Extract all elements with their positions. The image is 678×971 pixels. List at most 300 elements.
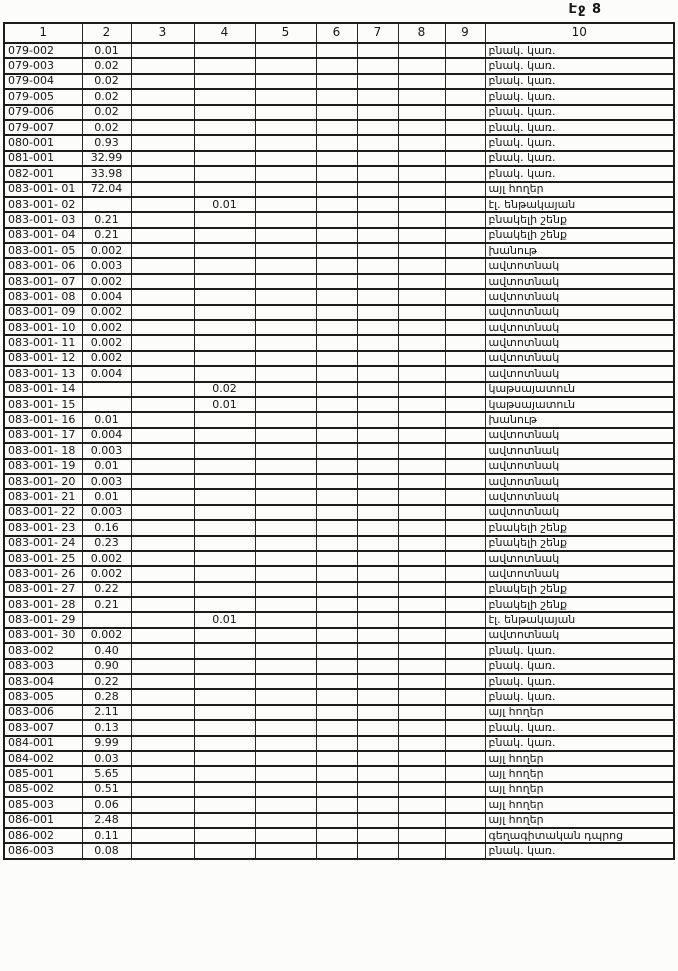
table-cell bbox=[194, 459, 255, 474]
table-cell: 0.02 bbox=[82, 74, 131, 89]
table-cell bbox=[194, 736, 255, 751]
table-cell bbox=[357, 105, 398, 120]
table-row bbox=[4, 674, 674, 689]
table-cell bbox=[445, 736, 485, 751]
table-cell bbox=[357, 536, 398, 551]
table-cell bbox=[398, 551, 445, 566]
table-cell: 0.28 bbox=[82, 689, 131, 704]
table-cell bbox=[316, 828, 357, 843]
table-cell bbox=[445, 443, 485, 458]
table-cell bbox=[316, 151, 357, 166]
table-cell bbox=[398, 489, 445, 504]
table-cell bbox=[445, 120, 485, 135]
table-cell: 0.01 bbox=[82, 412, 131, 427]
table-cell bbox=[131, 751, 194, 766]
table-cell: ավտոտնակ bbox=[485, 443, 674, 458]
table-cell bbox=[255, 366, 316, 381]
table-cell bbox=[194, 58, 255, 73]
table-cell: 0.002 bbox=[82, 566, 131, 581]
table-cell: ավտոտնակ bbox=[485, 551, 674, 566]
table-cell: այլ հողեր bbox=[485, 782, 674, 797]
table-cell: բնակ. կառ. bbox=[485, 74, 674, 89]
table-cell bbox=[357, 443, 398, 458]
table-cell: 0.003 bbox=[82, 474, 131, 489]
table-cell bbox=[131, 74, 194, 89]
table-cell bbox=[131, 797, 194, 812]
table-cell bbox=[131, 151, 194, 166]
column-header: 5 bbox=[255, 23, 316, 43]
table-row bbox=[4, 428, 674, 443]
table-cell bbox=[445, 182, 485, 197]
table-cell bbox=[131, 335, 194, 350]
table-cell: բնակելի շենք bbox=[485, 597, 674, 612]
table-cell: բնակ. կառ. bbox=[485, 151, 674, 166]
table-cell: այլ հողեր bbox=[485, 813, 674, 828]
table-cell: կաթսայատուն bbox=[485, 397, 674, 412]
table-cell bbox=[255, 766, 316, 781]
table-cell bbox=[255, 243, 316, 258]
table-cell: բնակ. կառ. bbox=[485, 689, 674, 704]
table-cell bbox=[316, 659, 357, 674]
table-row bbox=[4, 335, 674, 350]
table-row bbox=[4, 582, 674, 597]
table-cell: 084-002 bbox=[4, 751, 82, 766]
table-cell bbox=[194, 105, 255, 120]
table-cell bbox=[194, 489, 255, 504]
table-cell bbox=[316, 105, 357, 120]
table-cell bbox=[445, 843, 485, 858]
table-cell bbox=[255, 659, 316, 674]
table-cell bbox=[194, 289, 255, 304]
table-cell bbox=[445, 782, 485, 797]
table-cell bbox=[255, 274, 316, 289]
table-cell bbox=[445, 659, 485, 674]
table-cell: 0.01 bbox=[194, 197, 255, 212]
table-cell: 083-001- 18 bbox=[4, 443, 82, 458]
table-cell: ավտոտնակ bbox=[485, 474, 674, 489]
table-cell: 0.22 bbox=[82, 674, 131, 689]
table-cell bbox=[316, 628, 357, 643]
table-cell bbox=[357, 489, 398, 504]
table-cell: 083-001- 28 bbox=[4, 597, 82, 612]
table-cell: 083-001- 13 bbox=[4, 366, 82, 381]
table-row bbox=[4, 536, 674, 551]
table-cell: այլ հողեր bbox=[485, 766, 674, 781]
table-cell: ավտոտնակ bbox=[485, 274, 674, 289]
table-cell bbox=[316, 505, 357, 520]
table-row bbox=[4, 120, 674, 135]
table-cell bbox=[445, 105, 485, 120]
table-cell bbox=[445, 135, 485, 150]
table-cell bbox=[357, 397, 398, 412]
table-cell bbox=[398, 120, 445, 135]
table-cell bbox=[194, 597, 255, 612]
table-cell bbox=[357, 289, 398, 304]
table-cell: 083-001- 06 bbox=[4, 258, 82, 273]
table-cell: բնակելի շենք bbox=[485, 228, 674, 243]
table-cell bbox=[398, 566, 445, 581]
table-cell bbox=[357, 366, 398, 381]
table-cell bbox=[131, 243, 194, 258]
table-cell bbox=[445, 520, 485, 535]
table-cell bbox=[398, 397, 445, 412]
table-cell bbox=[398, 182, 445, 197]
table-row bbox=[4, 105, 674, 120]
table-cell bbox=[357, 797, 398, 812]
table-cell: կաթսայատուն bbox=[485, 382, 674, 397]
table-cell bbox=[445, 366, 485, 381]
table-row bbox=[4, 74, 674, 89]
column-header: 3 bbox=[131, 23, 194, 43]
table-cell bbox=[357, 228, 398, 243]
table-row bbox=[4, 135, 674, 150]
table-cell bbox=[131, 674, 194, 689]
table-cell: 0.13 bbox=[82, 720, 131, 735]
table-cell bbox=[398, 736, 445, 751]
table-row bbox=[4, 705, 674, 720]
table-cell bbox=[445, 43, 485, 58]
table-cell: 086-003 bbox=[4, 843, 82, 858]
table-cell bbox=[255, 720, 316, 735]
table-cell bbox=[131, 412, 194, 427]
table-cell bbox=[131, 166, 194, 181]
table-row bbox=[4, 305, 674, 320]
table-cell: 085-001 bbox=[4, 766, 82, 781]
table-cell bbox=[131, 536, 194, 551]
table-cell: 081-001 bbox=[4, 151, 82, 166]
table-cell bbox=[131, 197, 194, 212]
table-cell bbox=[357, 566, 398, 581]
table-cell: 0.01 bbox=[194, 397, 255, 412]
table-cell bbox=[194, 212, 255, 227]
table-cell: էլ. ենթակայան bbox=[485, 197, 674, 212]
table-cell bbox=[398, 628, 445, 643]
table-cell bbox=[131, 828, 194, 843]
table-cell bbox=[131, 182, 194, 197]
table-cell bbox=[398, 228, 445, 243]
table-cell bbox=[445, 766, 485, 781]
table-cell: խանութ bbox=[485, 243, 674, 258]
table-cell bbox=[255, 120, 316, 135]
table-cell bbox=[357, 643, 398, 658]
table-cell: այլ հողեր bbox=[485, 797, 674, 812]
table-row bbox=[4, 58, 674, 73]
table-cell: 0.003 bbox=[82, 505, 131, 520]
table-cell bbox=[398, 459, 445, 474]
table-row bbox=[4, 505, 674, 520]
table-cell bbox=[131, 643, 194, 658]
table-cell bbox=[255, 566, 316, 581]
table-cell: 083-001- 30 bbox=[4, 628, 82, 643]
table-header-row bbox=[4, 23, 674, 43]
table-cell bbox=[316, 351, 357, 366]
table-cell bbox=[255, 459, 316, 474]
table-cell: 083-001- 01 bbox=[4, 182, 82, 197]
table-cell bbox=[316, 412, 357, 427]
table-cell bbox=[255, 582, 316, 597]
table-cell bbox=[131, 459, 194, 474]
table-cell bbox=[316, 736, 357, 751]
table-cell: 0.002 bbox=[82, 628, 131, 643]
table-cell: 0.003 bbox=[82, 258, 131, 273]
table-cell bbox=[357, 459, 398, 474]
table-cell bbox=[398, 166, 445, 181]
table-row bbox=[4, 597, 674, 612]
table-cell: 086-002 bbox=[4, 828, 82, 843]
table-cell: 2.11 bbox=[82, 705, 131, 720]
table-cell bbox=[445, 813, 485, 828]
table-cell bbox=[316, 813, 357, 828]
table-cell bbox=[131, 705, 194, 720]
table-cell bbox=[255, 335, 316, 350]
table-cell bbox=[357, 135, 398, 150]
table-cell bbox=[398, 705, 445, 720]
table-cell bbox=[357, 813, 398, 828]
table-cell bbox=[398, 505, 445, 520]
table-cell: 0.002 bbox=[82, 274, 131, 289]
table-cell bbox=[445, 797, 485, 812]
table-row bbox=[4, 212, 674, 227]
table-cell bbox=[398, 135, 445, 150]
table-row bbox=[4, 366, 674, 381]
table-cell bbox=[255, 705, 316, 720]
table-cell: 0.004 bbox=[82, 289, 131, 304]
table-cell bbox=[194, 120, 255, 135]
table-cell bbox=[398, 197, 445, 212]
table-cell: բնակ. կառ. bbox=[485, 674, 674, 689]
table-cell bbox=[194, 520, 255, 535]
table-cell bbox=[194, 320, 255, 335]
table-cell: ավտոտնակ bbox=[485, 566, 674, 581]
table-cell bbox=[398, 520, 445, 535]
table-cell bbox=[194, 782, 255, 797]
table-cell bbox=[131, 720, 194, 735]
table-cell: բնակ. կառ. bbox=[485, 58, 674, 73]
table-row bbox=[4, 566, 674, 581]
table-cell bbox=[398, 643, 445, 658]
table-cell bbox=[131, 428, 194, 443]
table-cell: խանութ bbox=[485, 412, 674, 427]
table-cell bbox=[131, 351, 194, 366]
table-cell: ավտոտնակ bbox=[485, 428, 674, 443]
table-row bbox=[4, 243, 674, 258]
table-cell bbox=[316, 289, 357, 304]
table-cell bbox=[131, 43, 194, 58]
table-cell bbox=[316, 520, 357, 535]
table-row bbox=[4, 828, 674, 843]
table-cell bbox=[398, 843, 445, 858]
table-cell bbox=[357, 520, 398, 535]
table-row bbox=[4, 443, 674, 458]
table-cell bbox=[316, 428, 357, 443]
table-cell bbox=[131, 566, 194, 581]
table-cell: 72.04 bbox=[82, 182, 131, 197]
table-cell bbox=[398, 58, 445, 73]
table-cell bbox=[398, 74, 445, 89]
table-cell bbox=[445, 305, 485, 320]
table-cell bbox=[445, 412, 485, 427]
table-cell: ավտոտնակ bbox=[485, 628, 674, 643]
table-cell bbox=[131, 843, 194, 858]
table-cell bbox=[255, 674, 316, 689]
table-cell bbox=[357, 720, 398, 735]
table-cell bbox=[357, 597, 398, 612]
table-cell bbox=[316, 582, 357, 597]
table-cell: 083-001- 25 bbox=[4, 551, 82, 566]
table-cell: 083-001- 03 bbox=[4, 212, 82, 227]
table-cell: ավտոտնակ bbox=[485, 335, 674, 350]
table-cell bbox=[445, 551, 485, 566]
table-cell: 083-004 bbox=[4, 674, 82, 689]
table-cell: բնակ. կառ. bbox=[485, 120, 674, 135]
table-cell bbox=[357, 505, 398, 520]
table-cell: 083-001- 12 bbox=[4, 351, 82, 366]
table-cell: այլ հողեր bbox=[485, 751, 674, 766]
table-cell: 0.90 bbox=[82, 659, 131, 674]
table-cell bbox=[131, 258, 194, 273]
table-cell bbox=[194, 351, 255, 366]
table-cell bbox=[255, 382, 316, 397]
table-cell bbox=[445, 643, 485, 658]
table-cell: 083-001- 22 bbox=[4, 505, 82, 520]
table-cell bbox=[445, 258, 485, 273]
table-cell: 0.21 bbox=[82, 212, 131, 227]
table-cell bbox=[316, 566, 357, 581]
table-cell bbox=[316, 443, 357, 458]
table-cell: 0.002 bbox=[82, 305, 131, 320]
table-cell: 083-006 bbox=[4, 705, 82, 720]
table-row bbox=[4, 43, 674, 58]
table-cell: բնակ. կառ. bbox=[485, 643, 674, 658]
table-cell bbox=[194, 843, 255, 858]
table-cell bbox=[445, 428, 485, 443]
table-cell bbox=[316, 720, 357, 735]
table-cell bbox=[398, 782, 445, 797]
table-cell bbox=[194, 536, 255, 551]
table-cell bbox=[357, 412, 398, 427]
table-cell bbox=[398, 428, 445, 443]
table-cell bbox=[398, 258, 445, 273]
table-cell bbox=[255, 689, 316, 704]
table-cell: բնակելի շենք bbox=[485, 212, 674, 227]
table-cell: 0.40 bbox=[82, 643, 131, 658]
table-cell bbox=[357, 828, 398, 843]
table-cell bbox=[445, 397, 485, 412]
table-cell: էլ. ենթակայան bbox=[485, 612, 674, 627]
table-row bbox=[4, 736, 674, 751]
table-cell bbox=[131, 58, 194, 73]
table-cell bbox=[255, 43, 316, 58]
table-cell bbox=[194, 166, 255, 181]
table-cell bbox=[194, 705, 255, 720]
table-cell bbox=[194, 828, 255, 843]
table-cell bbox=[357, 335, 398, 350]
table-cell: ավտոտնակ bbox=[485, 289, 674, 304]
table-cell bbox=[398, 382, 445, 397]
table-cell: 083-001- 16 bbox=[4, 412, 82, 427]
table-cell: 0.03 bbox=[82, 751, 131, 766]
table-cell bbox=[194, 797, 255, 812]
table-cell bbox=[131, 736, 194, 751]
table-cell bbox=[445, 58, 485, 73]
column-header: 8 bbox=[398, 23, 445, 43]
table-cell: ավտոտնակ bbox=[485, 459, 674, 474]
table-cell bbox=[255, 489, 316, 504]
table-row bbox=[4, 643, 674, 658]
table-cell bbox=[445, 705, 485, 720]
table-cell: 0.16 bbox=[82, 520, 131, 535]
table-cell: ավտոտնակ bbox=[485, 258, 674, 273]
table-cell bbox=[445, 228, 485, 243]
table-row bbox=[4, 659, 674, 674]
table-cell bbox=[131, 597, 194, 612]
table-cell bbox=[194, 474, 255, 489]
table-row bbox=[4, 397, 674, 412]
table-cell: 0.02 bbox=[82, 105, 131, 120]
table-cell: 0.51 bbox=[82, 782, 131, 797]
table-cell bbox=[398, 612, 445, 627]
table-cell bbox=[357, 43, 398, 58]
table-cell bbox=[445, 751, 485, 766]
table-cell: 0.002 bbox=[82, 335, 131, 350]
table-cell: 083-001- 26 bbox=[4, 566, 82, 581]
table-cell bbox=[82, 397, 131, 412]
table-cell bbox=[82, 612, 131, 627]
table-cell bbox=[194, 766, 255, 781]
table-cell: ավտոտնակ bbox=[485, 351, 674, 366]
table-cell bbox=[398, 813, 445, 828]
table-cell: 083-001- 10 bbox=[4, 320, 82, 335]
table-cell bbox=[255, 212, 316, 227]
table-cell bbox=[316, 135, 357, 150]
table-cell: 0.11 bbox=[82, 828, 131, 843]
table-row bbox=[4, 382, 674, 397]
table-row bbox=[4, 797, 674, 812]
table-cell bbox=[357, 474, 398, 489]
table-cell: 083-001- 23 bbox=[4, 520, 82, 535]
table-cell bbox=[194, 551, 255, 566]
table-cell bbox=[194, 243, 255, 258]
table-cell bbox=[445, 89, 485, 104]
table-cell: 0.21 bbox=[82, 597, 131, 612]
table-cell bbox=[194, 274, 255, 289]
table-cell: 079-003 bbox=[4, 58, 82, 73]
table-cell bbox=[445, 166, 485, 181]
table-cell bbox=[131, 489, 194, 504]
table-row bbox=[4, 351, 674, 366]
table-cell bbox=[445, 536, 485, 551]
table-cell bbox=[445, 505, 485, 520]
table-cell bbox=[316, 243, 357, 258]
table-cell bbox=[255, 182, 316, 197]
table-cell: 085-002 bbox=[4, 782, 82, 797]
table-cell bbox=[357, 166, 398, 181]
table-cell bbox=[194, 43, 255, 58]
table-cell bbox=[398, 828, 445, 843]
table-row bbox=[4, 782, 674, 797]
table-cell bbox=[255, 828, 316, 843]
table-cell: ավտոտնակ bbox=[485, 366, 674, 381]
table-cell bbox=[316, 258, 357, 273]
table-cell: 32.99 bbox=[82, 151, 131, 166]
table-cell bbox=[194, 813, 255, 828]
table-cell bbox=[398, 797, 445, 812]
table-cell bbox=[398, 351, 445, 366]
table-cell bbox=[255, 597, 316, 612]
table-cell: բնակ. կառ. bbox=[485, 135, 674, 150]
table-cell bbox=[357, 674, 398, 689]
table-cell bbox=[316, 643, 357, 658]
